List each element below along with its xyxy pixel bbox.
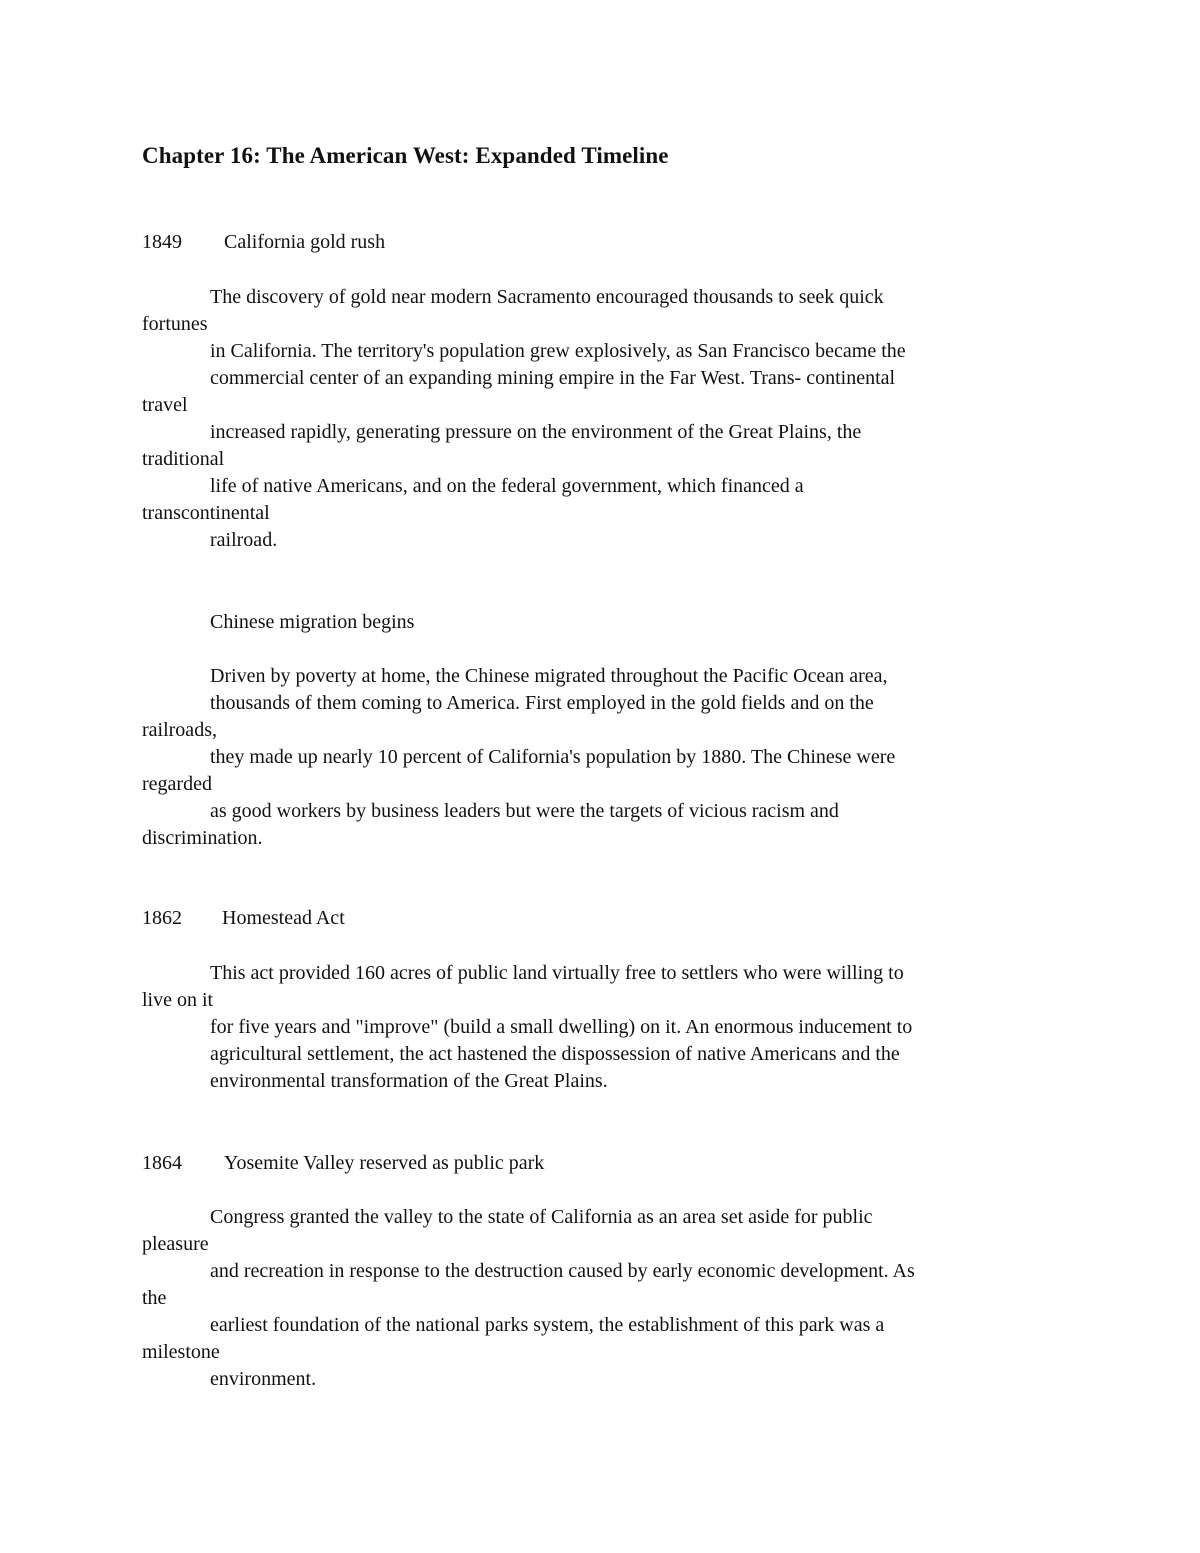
body-line: This act provided 160 acres of public land virtually free to settlers who were willing to <box>210 962 904 984</box>
body-line: travel <box>142 394 188 416</box>
body-line: railroads, <box>142 719 217 741</box>
body-line: Congress granted the valley to the state of California as an area set aside for public <box>210 1206 873 1228</box>
body-line: traditional <box>142 448 225 470</box>
entry-year: 1862 <box>142 907 182 929</box>
entry-heading: Homestead Act <box>222 907 345 929</box>
entry-year: 1849 <box>142 231 182 253</box>
body-line: life of native Americans, and on the federal government, which financed a <box>210 475 804 497</box>
body-line: increased rapidly, generating pressure on the environment of the Great Plains, the <box>210 421 862 443</box>
body-line: agricultural settlement, the act hastened the dispossession of native Americans and the <box>210 1043 900 1065</box>
entry-heading: Chinese migration begins <box>210 611 415 633</box>
body-line: commercial center of an expanding mining empire in the Far West. Trans- continental <box>210 367 896 389</box>
body-line: and recreation in response to the destruction caused by early economic development. As <box>210 1260 915 1282</box>
body-line: regarded <box>142 773 212 795</box>
body-line: they made up nearly 10 percent of California's population by 1880. The Chinese were <box>210 746 896 768</box>
page-title: Chapter 16: The American West: Expanded Timeline <box>142 143 669 168</box>
body-line: Driven by poverty at home, the Chinese migrated throughout the Pacific Ocean area, <box>210 665 888 687</box>
body-line: discrimination. <box>142 827 263 849</box>
body-line: fortunes <box>142 313 208 335</box>
body-line: environmental transformation of the Great Plains. <box>210 1070 608 1092</box>
body-line: live on it <box>142 989 214 1011</box>
entry-heading: California gold rush <box>224 231 386 253</box>
body-line: pleasure <box>142 1233 209 1255</box>
body-line: earliest foundation of the national parks system, the establishment of this park was a <box>210 1314 885 1336</box>
entry-heading: Yosemite Valley reserved as public park <box>224 1152 545 1174</box>
entry-year: 1864 <box>142 1152 182 1174</box>
body-line: environment. <box>210 1368 317 1390</box>
body-line: The discovery of gold near modern Sacramento encouraged thousands to seek quick <box>210 286 884 308</box>
body-line: in California. The territory's population grew explosively, as San Francisco became the <box>210 340 906 362</box>
body-line: milestone <box>142 1341 220 1363</box>
body-line: railroad. <box>210 529 278 551</box>
body-line: for five years and "improve" (build a small dwelling) on it. An enormous inducement to <box>210 1016 913 1038</box>
body-line: thousands of them coming to America. First employed in the gold fields and on the <box>210 692 874 714</box>
body-line: as good workers by business leaders but were the targets of vicious racism and <box>210 800 839 822</box>
body-line: transcontinental <box>142 502 270 524</box>
body-line: the <box>142 1287 167 1309</box>
